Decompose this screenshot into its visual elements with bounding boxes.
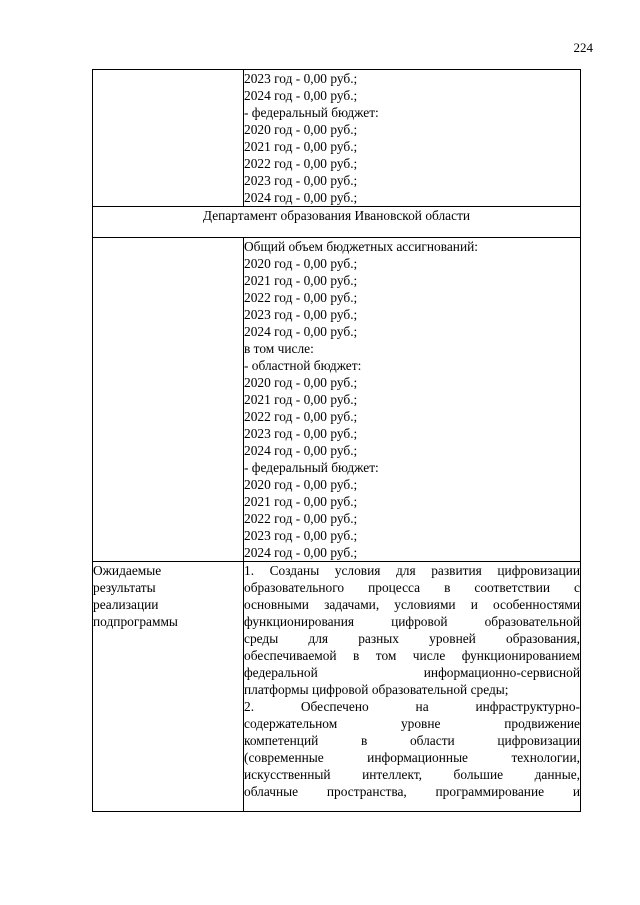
- table-cell-empty: [93, 238, 244, 562]
- results-line: компетенций в области цифровизации: [244, 733, 580, 748]
- department-heading: Департамент образования Ивановской области: [93, 207, 581, 238]
- funding-line: - федеральный бюджет:: [244, 460, 379, 475]
- funding-line: 2021 год - 0,00 руб.;: [244, 273, 358, 288]
- funding-line: 2020 год - 0,00 руб.;: [244, 375, 358, 390]
- funding-line: 2022 год - 0,00 руб.;: [244, 290, 358, 305]
- funding-cell: [244, 238, 581, 562]
- results-line: 1. Созданы условия для развития цифровизации: [244, 563, 580, 578]
- results-line: функционирования цифровой образовательной: [244, 614, 580, 629]
- table-cell-empty: [93, 70, 244, 207]
- label-line: результаты: [93, 580, 156, 595]
- funding-line: 2020 год - 0,00 руб.;: [244, 122, 358, 137]
- funding-line: 2022 год - 0,00 руб.;: [244, 156, 358, 171]
- results-line: образовательного процесса в соответствии с: [244, 580, 580, 595]
- funding-line: 2024 год - 0,00 руб.;: [244, 443, 358, 458]
- funding-line: 2024 год - 0,00 руб.;: [244, 88, 358, 103]
- funding-line: 2023 год - 0,00 руб.;: [244, 173, 358, 188]
- results-line: основными задачами, условиями и особенностями: [244, 597, 580, 612]
- funding-line: - областной бюджет:: [244, 358, 362, 373]
- page-number: 224: [573, 40, 593, 55]
- funding-line: 2021 год - 0,00 руб.;: [244, 392, 358, 407]
- funding-line: 2020 год - 0,00 руб.;: [244, 477, 358, 492]
- label-line: подпрограммы: [93, 614, 178, 629]
- results-line: платформы цифровой образовательной среды;: [244, 682, 509, 697]
- funding-line: 2024 год - 0,00 руб.;: [244, 545, 358, 560]
- funding-line: 2023 год - 0,00 руб.;: [244, 307, 358, 322]
- label-line: реализации: [93, 597, 159, 612]
- results-line: 2. Обеспечено на инфраструктурно-: [244, 699, 580, 714]
- funding-line: 2024 год - 0,00 руб.;: [244, 324, 358, 339]
- funding-line: в том числе:: [244, 341, 314, 356]
- results-line: обеспечиваемой в том числе функционированием: [244, 648, 580, 663]
- expected-results-text: [244, 562, 581, 812]
- results-line: искусственный интеллект, большие данные,: [244, 767, 580, 782]
- results-line: (современные информационные технологии,: [244, 750, 580, 765]
- funding-line: Общий объем бюджетных ассигнований:: [244, 239, 479, 254]
- funding-line: 2024 год - 0,00 руб.;: [244, 190, 358, 205]
- funding-line: 2023 год - 0,00 руб.;: [244, 426, 358, 441]
- table-row-department-heading: [93, 207, 581, 238]
- table-row-department-funding: [93, 238, 581, 562]
- results-line: облачные пространства, программирование и: [244, 784, 580, 799]
- subprogram-table: [92, 69, 581, 812]
- expected-results-label: [93, 562, 244, 812]
- funding-line: 2023 год - 0,00 руб.;: [244, 71, 358, 86]
- funding-line: 2021 год - 0,00 руб.;: [244, 139, 358, 154]
- funding-line: 2020 год - 0,00 руб.;: [244, 256, 358, 271]
- table-row-expected-results: [93, 562, 581, 812]
- funding-line: 2023 год - 0,00 руб.;: [244, 528, 358, 543]
- funding-line: 2022 год - 0,00 руб.;: [244, 511, 358, 526]
- funding-line: 2021 год - 0,00 руб.;: [244, 494, 358, 509]
- results-line: среды для разных уровней образования,: [244, 631, 580, 646]
- results-line: содержательном уровне продвижение: [244, 716, 580, 731]
- funding-line: 2022 год - 0,00 руб.;: [244, 409, 358, 424]
- funding-cell: [244, 70, 581, 207]
- label-line: Ожидаемые: [93, 563, 162, 578]
- results-line: федеральной информационно-сервисной: [244, 665, 580, 680]
- funding-line: - федеральный бюджет:: [244, 105, 379, 120]
- table-row-federal-budget-continued: [93, 70, 581, 207]
